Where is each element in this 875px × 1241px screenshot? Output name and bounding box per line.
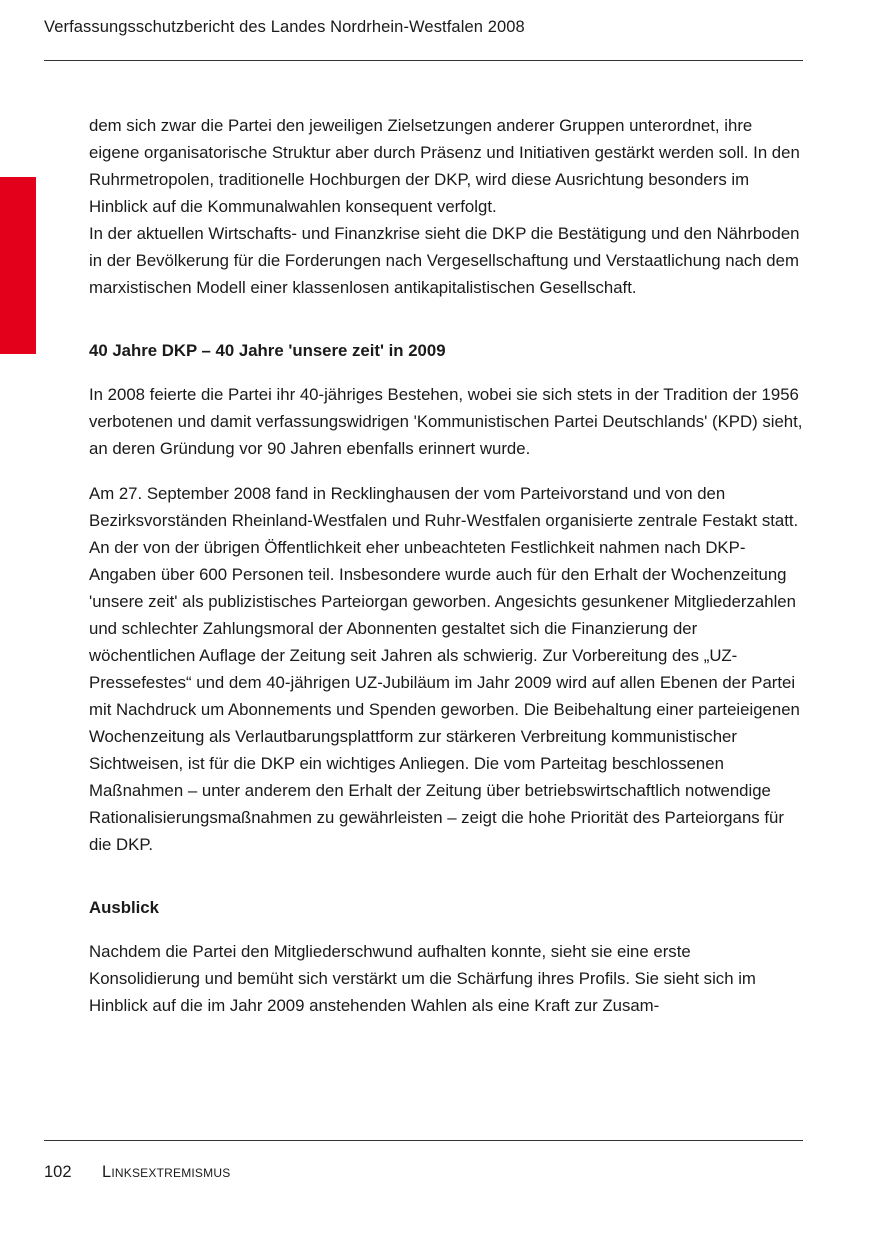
section-heading-ausblick: Ausblick [89,898,159,917]
paragraph-2: In der aktuellen Wirtschafts- und Finanzkrise sieht die DKP die Bestätigung und den Nährboden in der Bevölkerung für die Forderungen nach Vergesellschaftung und Verstaatlichung nach dem marxistischen Modell einer klassenlosen antikapitalistischen Gesellschaft. [89,224,800,297]
paragraph-3: In 2008 feierte die Partei ihr 40-jähriges Bestehen, wobei sie sich stets in der Tradition der 1956 verbotenen und damit verfassungswidrigen 'Kommunistischen Partei Deutschlands' (KPD) sieht, an deren Gründung vor 90 Jahren ebenfalls erinnert wurde. [89,385,803,458]
section-heading-dkp-anniversary: 40 Jahre DKP – 40 Jahre 'unsere zeit' in 2009 [89,341,446,360]
paragraph-1: dem sich zwar die Partei den jeweiligen Zielsetzungen anderer Gruppen unterordnet, ihre eigene organisatorische Struktur aber durch Präsenz und Initiativen gestärkt werden soll. In den Ruhrmetropolen, traditionelle Hochburgen der DKP, wird diese Ausrichtung besonders im Hinblick auf die Kommunalwahlen konsequent verfolgt. [89,116,800,216]
page-footer [44,1163,230,1182]
chapter-tab-marker [0,177,36,354]
paragraph-5: Nachdem die Partei den Mitgliederschwund aufhalten konnte, sieht sie eine erste Konsolidierung und bemüht sich verstärkt um die Schärfung ihres Profils. Sie sieht sich im Hinblick auf die im Jahr 2009 anstehenden Wahlen als eine Kraft zur Zusam- [89,942,756,1015]
running-header: Verfassungsschutzbericht des Landes Nordrhein-Westfalen 2008 [44,18,525,36]
page-number: 102 [44,1163,72,1181]
page-content [89,112,803,1019]
footer-rule [44,1140,803,1141]
paragraph-4: Am 27. September 2008 fand in Recklinghausen der vom Parteivorstand und von den Bezirksvorständen Rheinland-Westfalen und Ruhr-Westfalen organisierte zentrale Festakt statt. An der von der übrigen Öffentlichkeit eher unbeachteten Festlichkeit nahmen nach DKP-Angaben über 600 Personen teil. Insbesondere wurde auch für den Erhalt der Wochenzeitung 'unsere zeit' als publizistisches Parteiorgan geworben. Angesichts gesunkener Mitgliederzahlen und schlechter Zahlungsmoral der Abonnenten gestaltet sich die Finanzierung der wöchentlichen Auflage der Zeitung seit Jahren als schwierig. Zur Vorbereitung des „UZ-Pressefestes“ und dem 40-jährigen UZ-Jubiläum im Jahr 2009 wird auf allen Ebenen der Partei mit Nachdruck um Abonnements und Spenden geworben. Die Beibehaltung einer parteieigenen Wochenzeitung als Verlautbarungsplattform zur stärkeren Verbreitung kommunistischer Sichtweisen, ist für die DKP ein wichtiges Anliegen. Die vom Parteitag beschlossenen Maßnahmen – unter anderem den Erhalt der Zeitung über betriebswirtschaftlich notwendige Rationalisierungsmaßnahmen zu gewährleisten – zeigt die hohe Priorität des Parteiorgans für die DKP. [89,484,800,854]
footer-section-title: Linksextremismus [102,1163,231,1181]
header-rule [44,60,803,61]
